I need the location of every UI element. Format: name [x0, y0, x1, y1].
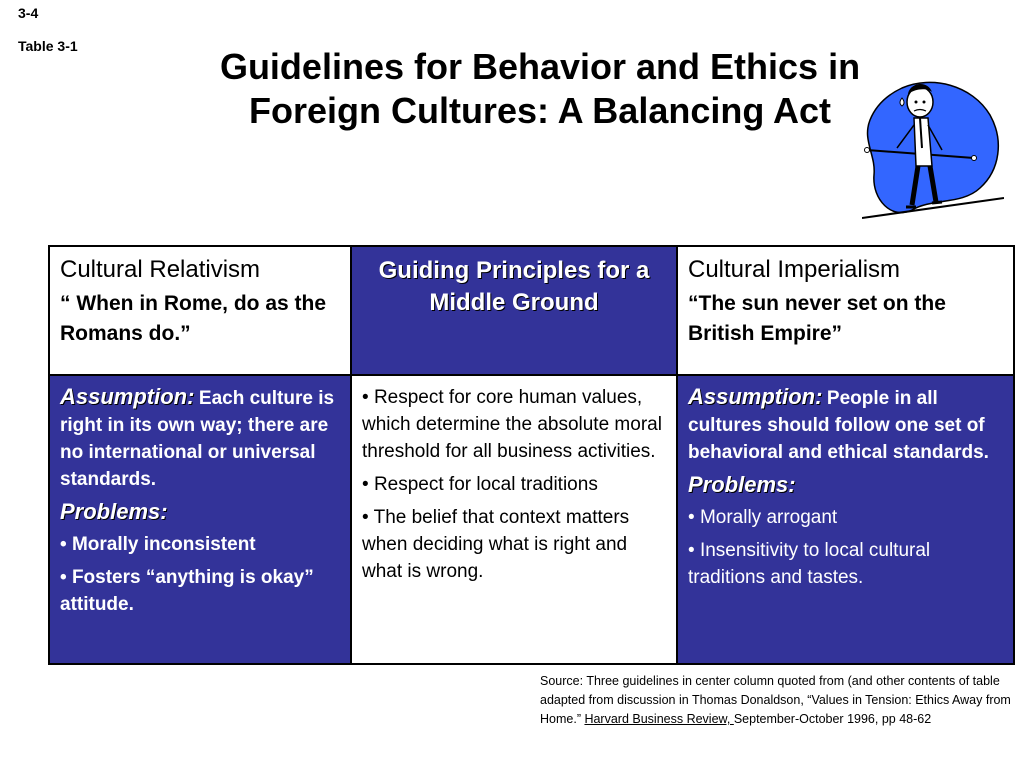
- ethics-table: [48, 245, 1015, 665]
- body-cultural-relativism: [49, 375, 351, 664]
- table-header-row: [49, 246, 1014, 375]
- bullet-icon: •: [362, 473, 369, 495]
- source-suffix: September-October 1996, pp 48-62: [733, 712, 932, 726]
- column-header: Guiding Principles for a Middle Ground: [378, 257, 650, 316]
- assumption-text: Each culture is right in its own way; there are no international or universal standards.: [60, 387, 335, 490]
- column-header: Cultural Imperialism: [688, 256, 901, 283]
- tightrope-walker-clipart: [862, 70, 1004, 235]
- problem-item: • Insensitivity to local cultural traditions and tastes.: [688, 539, 931, 588]
- title-line-2: Foreign Cultures: A Balancing Act: [248, 90, 832, 131]
- bullet-icon: •: [362, 386, 369, 408]
- journal-name: Harvard Business Review,: [584, 712, 734, 726]
- table-body-row: [49, 375, 1014, 664]
- problem-item: • Fosters “anything is okay” attitude.: [60, 566, 314, 615]
- bullet-icon: •: [688, 506, 695, 528]
- principle-item: • The belief that context matters when deciding what is right and what is wrong.: [362, 506, 630, 582]
- slide-number: 3-4: [18, 5, 39, 21]
- principle-item: • Respect for core human values, which determine the absolute moral threshold for all business activities.: [362, 386, 662, 462]
- body-middle-ground: [351, 375, 677, 664]
- figure-body: [914, 118, 932, 166]
- problems-label: Problems:: [688, 471, 796, 497]
- header-middle-ground: [351, 246, 677, 375]
- header-cultural-relativism: [49, 246, 351, 375]
- principle-item: • Respect for local traditions: [362, 473, 598, 495]
- assumption-label: Assumption:: [688, 383, 823, 409]
- problems-label: Problems:: [60, 498, 168, 524]
- bullet-icon: •: [60, 566, 67, 588]
- column-quote: “The sun never set on the British Empire”: [688, 292, 946, 345]
- source-prefix: Source: Three guidelines in center column quoted from (and other contents of table adapted from discussion in Thomas Donaldson, “Values in Tension: Ethics Away from Home.”: [540, 674, 1011, 726]
- table-reference: Table 3-1: [18, 38, 78, 54]
- assumption-text: People in all cultures should follow one set of behavioral and ethical standards.: [688, 387, 989, 463]
- source-citation: [540, 672, 1018, 729]
- column-quote: “ When in Rome, do as the Romans do.”: [60, 292, 327, 345]
- bullet-icon: •: [362, 506, 369, 528]
- assumption-label: Assumption:: [60, 383, 195, 409]
- title-line-1: Guidelines for Behavior and Ethics in: [219, 46, 861, 87]
- header-cultural-imperialism: [677, 246, 1014, 375]
- bullet-icon: •: [688, 539, 695, 561]
- bullet-icon: •: [60, 533, 67, 555]
- problem-item: • Morally inconsistent: [60, 533, 256, 555]
- problem-item: • Morally arrogant: [688, 506, 838, 528]
- column-header: Cultural Relativism: [60, 256, 261, 283]
- slide-title: [150, 45, 930, 133]
- body-cultural-imperialism: [677, 375, 1014, 664]
